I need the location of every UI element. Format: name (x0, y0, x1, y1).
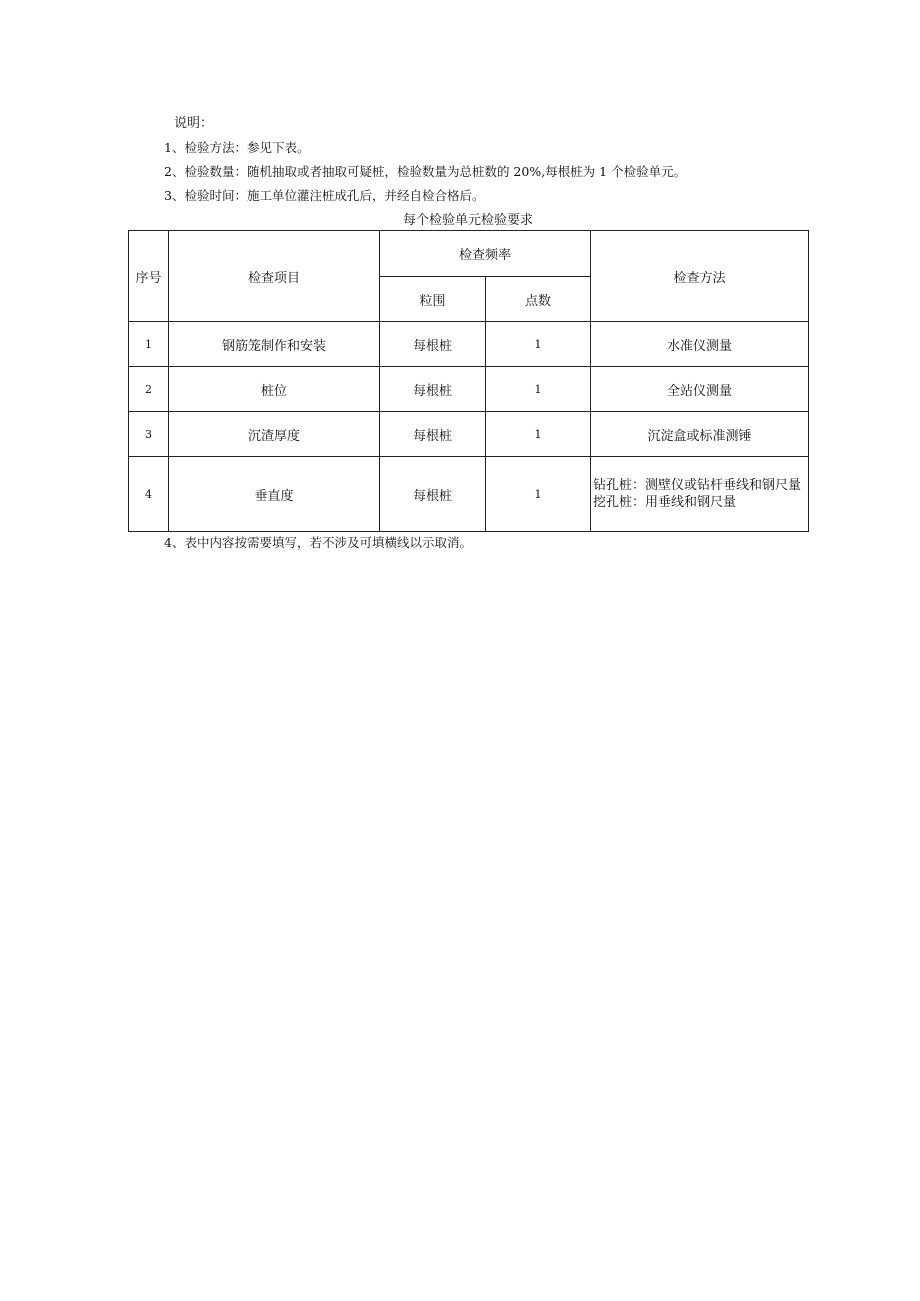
row-points: 1 (486, 457, 591, 532)
row-scope: 每根桩 (380, 322, 486, 367)
row-index: 1 (129, 322, 169, 367)
row-index: 3 (129, 412, 169, 457)
header-method: 检查方法 (591, 231, 809, 322)
row-method (591, 457, 809, 532)
table-row (129, 457, 809, 532)
note-inspection-time: 3、检验时间：施工单位灌注桩成孔后，并经自检合格后。 (164, 188, 485, 203)
header-index: 序号 (129, 231, 169, 322)
notes-title: 说明： (174, 116, 214, 131)
row-item: 钢筋笼制作和安装 (169, 322, 380, 367)
row-method: 水准仪测量 (591, 322, 809, 367)
inspection-table (128, 230, 809, 532)
row-scope: 每根桩 (380, 457, 486, 532)
table-row (129, 367, 809, 412)
row-method: 全站仪测量 (591, 367, 809, 412)
table-caption: 每个检验单元检验要求 (402, 213, 533, 228)
table-row (129, 322, 809, 367)
header-item: 检查项目 (169, 231, 380, 322)
note-fill-instructions: 4、表中内容按需要填写，若不涉及可填横线以示取消。 (164, 535, 472, 550)
header-frequency: 检查频率 (380, 231, 591, 277)
row-scope: 每根桩 (380, 412, 486, 457)
row-index: 4 (129, 457, 169, 532)
row-item: 沉渣厚度 (169, 412, 380, 457)
note-inspection-quantity: 2、检验数量：随机抽取或者抽取可疑桩，检验数量为总桩数的 20%,每根桩为 1 个检验单元。 (164, 164, 687, 179)
row-points: 1 (486, 412, 591, 457)
header-scope: 粒围 (380, 277, 486, 322)
row-points: 1 (486, 367, 591, 412)
table-row (129, 412, 809, 457)
note-inspection-method: 1、检验方法：参见下表。 (164, 140, 310, 155)
row-scope: 每根桩 (380, 367, 486, 412)
row-index: 2 (129, 367, 169, 412)
header-points: 点数 (486, 277, 591, 322)
method-line-drilled: 钻孔桩：测壁仪或钻杆垂线和钢尺量 (593, 478, 802, 493)
row-method: 沉淀盒或标准测锤 (591, 412, 809, 457)
method-line-dug: 挖孔桩：用垂线和钢尺量 (593, 495, 737, 510)
row-item: 桩位 (169, 367, 380, 412)
table-header-row (129, 231, 809, 277)
row-item: 垂直度 (169, 457, 380, 532)
row-points: 1 (486, 322, 591, 367)
